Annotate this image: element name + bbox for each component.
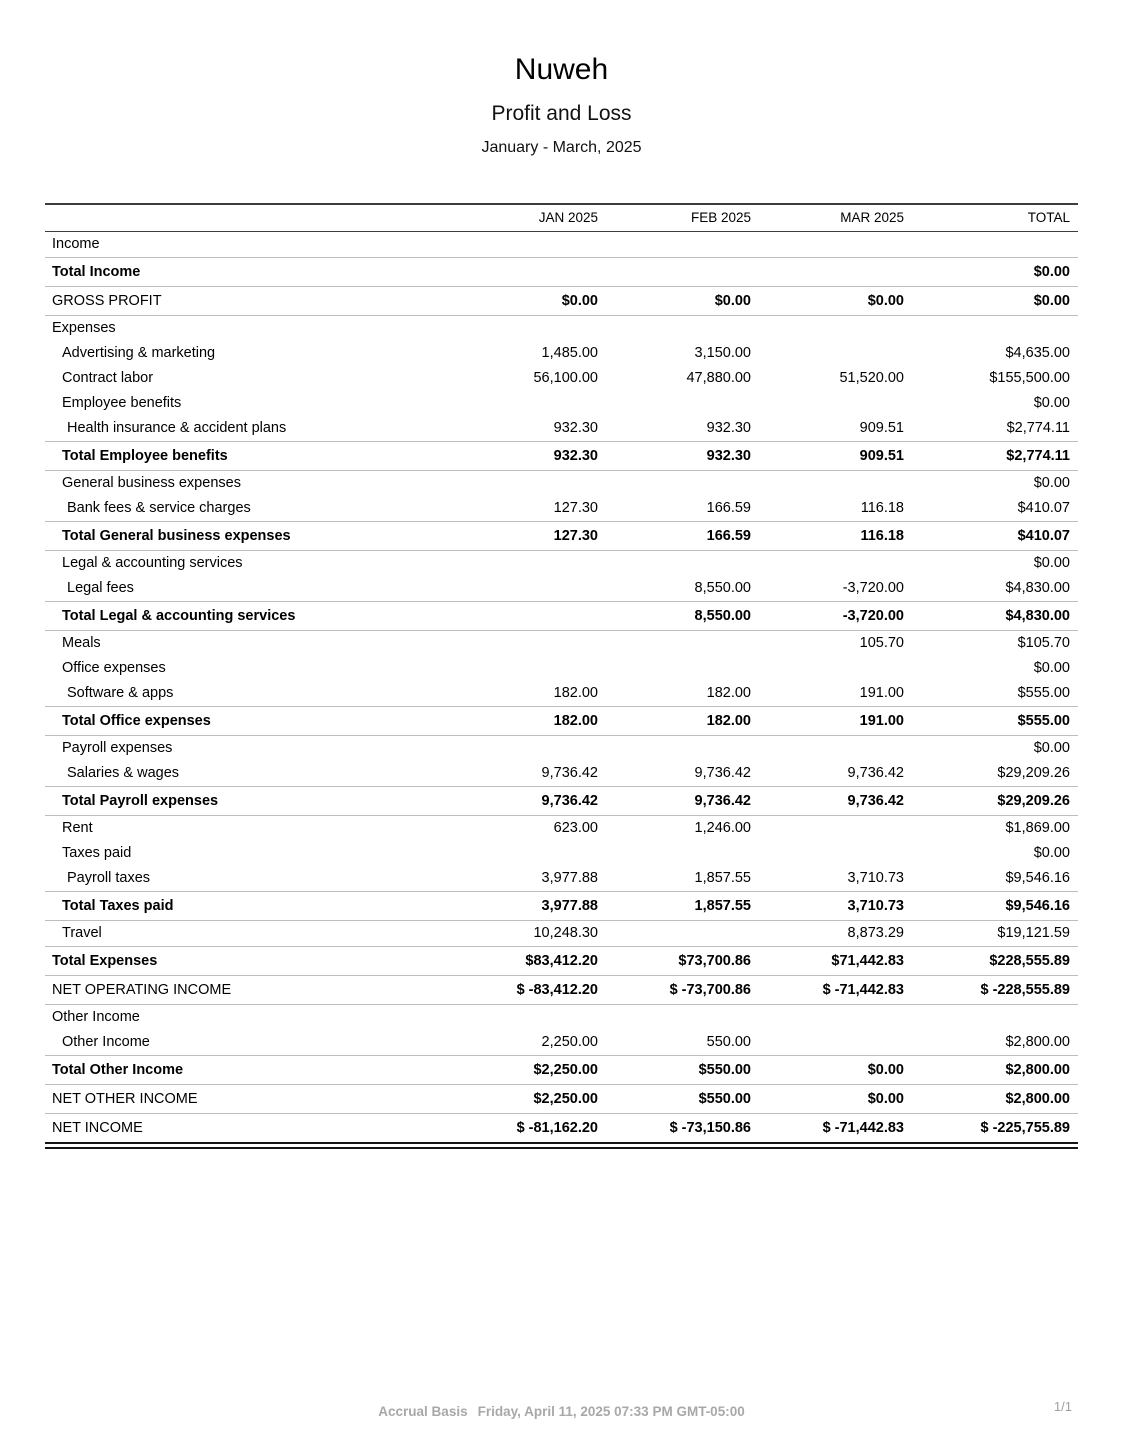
value-cell: 47,880.00	[686, 370, 751, 386]
column-header-row	[45, 204, 1078, 232]
value-cell	[440, 258, 598, 287]
value-cell	[598, 232, 751, 258]
table-row	[45, 232, 1078, 258]
value-cell: $ -73,700.86	[598, 976, 751, 1005]
value-cell: $0.00	[904, 287, 1078, 316]
row-label: Other Income	[62, 1034, 150, 1050]
table-row	[45, 681, 1078, 707]
value-cell: $73,700.86	[598, 947, 751, 976]
value-cell	[440, 316, 598, 342]
table-row	[45, 1085, 1078, 1114]
row-label: Legal & accounting services	[62, 555, 243, 571]
value-cell: $2,250.00	[440, 1085, 598, 1114]
value-cell	[440, 841, 598, 866]
value-cell: $ -228,555.89	[904, 976, 1078, 1005]
bottom-double-rule	[45, 1142, 1078, 1149]
row-label: Total Taxes paid	[45, 892, 440, 921]
value-cell: 8,550.00	[694, 580, 751, 596]
value-cell: $0.00	[1033, 475, 1070, 491]
value-cell	[598, 391, 751, 416]
value-cell: $29,209.26	[904, 787, 1078, 816]
value-cell	[598, 1005, 751, 1031]
value-cell	[440, 551, 598, 577]
table-row	[45, 1005, 1078, 1031]
row-label: Employee benefits	[62, 395, 182, 411]
row-label: Taxes paid	[62, 845, 132, 861]
value-cell	[751, 816, 904, 842]
value-cell: 1,857.55	[694, 870, 751, 886]
table-row	[45, 602, 1078, 631]
value-cell: $9,546.16	[904, 892, 1078, 921]
page-number: 1/1	[1053, 1399, 1072, 1414]
value-cell: $0.00	[751, 1056, 904, 1085]
value-cell: 182.00	[706, 685, 751, 701]
value-cell	[904, 316, 1078, 342]
value-cell	[751, 841, 904, 866]
value-cell: $410.07	[1017, 500, 1070, 516]
table-row	[45, 442, 1078, 471]
value-cell: 116.18	[860, 500, 904, 516]
value-cell: $0.00	[1033, 555, 1070, 571]
value-cell	[904, 232, 1078, 258]
row-label: General business expenses	[62, 475, 241, 491]
value-cell	[440, 232, 598, 258]
value-cell	[440, 471, 598, 497]
value-cell: 9,736.42	[541, 765, 598, 781]
value-cell: 3,977.88	[440, 892, 598, 921]
value-cell	[440, 656, 598, 681]
value-cell	[751, 232, 904, 258]
value-cell: 8,550.00	[598, 602, 751, 631]
value-cell: $1,869.00	[1005, 820, 1070, 836]
value-cell	[751, 1005, 904, 1031]
row-label: Other Income	[52, 1009, 140, 1025]
table-row	[45, 921, 1078, 947]
value-cell	[598, 258, 751, 287]
value-cell: 166.59	[598, 522, 751, 551]
value-cell: $4,635.00	[1005, 345, 1070, 361]
table-row	[45, 736, 1078, 762]
value-cell: $0.00	[598, 287, 751, 316]
value-cell	[598, 551, 751, 577]
column-header: TOTAL	[1027, 210, 1070, 225]
value-cell: $2,800.00	[1005, 1034, 1070, 1050]
value-cell: 3,710.73	[751, 892, 904, 921]
value-cell: 127.30	[440, 522, 598, 551]
table-row	[45, 892, 1078, 921]
table-row	[45, 341, 1078, 366]
report-datetime: Friday, April 11, 2025 07:33 PM GMT-05:00	[477, 1404, 745, 1419]
value-cell: 3,150.00	[694, 345, 751, 361]
value-cell: 9,736.42	[751, 787, 904, 816]
value-cell: $ -81,162.20	[440, 1114, 598, 1143]
value-cell: $410.07	[904, 522, 1078, 551]
table-row	[45, 416, 1078, 442]
row-label: Contract labor	[62, 370, 154, 386]
row-label: NET OTHER INCOME	[45, 1085, 440, 1114]
value-cell	[751, 736, 904, 762]
value-cell: 9,736.42	[598, 787, 751, 816]
row-label: Total Payroll expenses	[45, 787, 440, 816]
value-cell: $19,121.59	[997, 925, 1070, 941]
value-cell: $2,774.11	[904, 442, 1078, 471]
value-cell: $ -83,412.20	[440, 976, 598, 1005]
value-cell: 932.30	[598, 442, 751, 471]
value-cell: $4,830.00	[1005, 580, 1070, 596]
value-cell: 105.70	[859, 635, 904, 651]
value-cell	[598, 656, 751, 681]
value-cell: $550.00	[598, 1085, 751, 1114]
row-label: NET OPERATING INCOME	[45, 976, 440, 1005]
table-row	[45, 761, 1078, 787]
value-cell: 182.00	[440, 707, 598, 736]
value-cell: 932.30	[440, 442, 598, 471]
value-cell: $0.00	[1033, 395, 1070, 411]
value-cell: $ -71,442.83	[751, 976, 904, 1005]
table-row	[45, 391, 1078, 416]
row-label: Total Employee benefits	[45, 442, 440, 471]
row-label: Salaries & wages	[67, 765, 180, 781]
value-cell: 51,520.00	[839, 370, 904, 386]
table-row	[45, 366, 1078, 391]
row-label: Expenses	[52, 320, 116, 336]
value-cell: $0.00	[751, 1085, 904, 1114]
row-label: GROSS PROFIT	[45, 287, 440, 316]
value-cell	[440, 391, 598, 416]
value-cell	[751, 656, 904, 681]
value-cell: $0.00	[1033, 740, 1070, 756]
value-cell: 3,977.88	[541, 870, 598, 886]
value-cell	[440, 602, 598, 631]
table-row	[45, 787, 1078, 816]
row-label: Health insurance & accident plans	[67, 420, 287, 436]
value-cell: 623.00	[553, 820, 598, 836]
value-cell	[904, 1005, 1078, 1031]
value-cell: 932.30	[706, 420, 751, 436]
value-cell	[751, 258, 904, 287]
row-label: Advertising & marketing	[62, 345, 216, 361]
value-cell: 56,100.00	[533, 370, 598, 386]
row-label: Bank fees & service charges	[67, 500, 251, 516]
table-row	[45, 316, 1078, 342]
table-row	[45, 576, 1078, 602]
table-row	[45, 656, 1078, 681]
value-cell: $0.00	[1033, 660, 1070, 676]
value-cell: $2,250.00	[440, 1056, 598, 1085]
row-label: Payroll taxes	[67, 870, 151, 886]
table-row	[45, 1056, 1078, 1085]
accounting-basis-label: Accrual Basis	[378, 1404, 468, 1419]
value-cell: 8,873.29	[847, 925, 904, 941]
value-cell: $0.00	[904, 258, 1078, 287]
value-cell: $2,800.00	[904, 1056, 1078, 1085]
row-label: Office expenses	[62, 660, 166, 676]
report-footer	[0, 1404, 1123, 1419]
value-cell	[440, 576, 598, 602]
value-cell	[598, 471, 751, 497]
value-cell	[440, 631, 598, 657]
value-cell: 10,248.30	[533, 925, 598, 941]
value-cell: $2,774.11	[1006, 420, 1070, 436]
value-cell: $0.00	[1033, 845, 1070, 861]
value-cell: 909.51	[751, 442, 904, 471]
value-cell: 182.00	[598, 707, 751, 736]
value-cell: $ -71,442.83	[751, 1114, 904, 1143]
row-label: Travel	[62, 925, 102, 941]
table-row	[45, 1030, 1078, 1056]
value-cell	[751, 316, 904, 342]
value-cell	[598, 316, 751, 342]
value-cell: 166.59	[706, 500, 751, 516]
value-cell: $4,830.00	[904, 602, 1078, 631]
row-label: Total General business expenses	[45, 522, 440, 551]
row-label: Total Office expenses	[45, 707, 440, 736]
value-cell: $550.00	[598, 1056, 751, 1085]
row-label: Total Legal & accounting services	[45, 602, 440, 631]
value-cell: 9,736.42	[694, 765, 751, 781]
value-cell: 909.51	[859, 420, 904, 436]
report-title: Profit and Loss	[491, 102, 632, 125]
value-cell: -3,720.00	[842, 580, 904, 596]
value-cell	[751, 1030, 904, 1056]
value-cell	[751, 551, 904, 577]
table-row	[45, 258, 1078, 287]
value-cell: $83,412.20	[440, 947, 598, 976]
row-label: Payroll expenses	[62, 740, 173, 756]
value-cell: $ -73,150.86	[598, 1114, 751, 1143]
table-body	[45, 232, 1078, 1143]
table-row	[45, 522, 1078, 551]
value-cell: 191.00	[751, 707, 904, 736]
row-label: Meals	[62, 635, 101, 651]
value-cell: 182.00	[553, 685, 598, 701]
value-cell: $2,800.00	[904, 1085, 1078, 1114]
value-cell: 1,857.55	[598, 892, 751, 921]
table-row	[45, 496, 1078, 522]
value-cell: $9,546.16	[1005, 870, 1070, 886]
value-cell	[440, 1005, 598, 1031]
value-cell: $155,500.00	[989, 370, 1070, 386]
value-cell: $228,555.89	[904, 947, 1078, 976]
table-row	[45, 707, 1078, 736]
value-cell: 2,250.00	[541, 1034, 598, 1050]
value-cell: 9,736.42	[440, 787, 598, 816]
value-cell	[751, 471, 904, 497]
report-table-container	[45, 203, 1078, 1149]
column-header: JAN 2025	[538, 210, 598, 225]
value-cell	[440, 736, 598, 762]
column-header	[45, 204, 440, 232]
value-cell: 191.00	[859, 685, 904, 701]
table-head	[45, 204, 1078, 232]
value-cell	[598, 736, 751, 762]
row-label: Total Income	[45, 258, 440, 287]
row-label: Total Expenses	[45, 947, 440, 976]
report-period: January - March, 2025	[481, 139, 642, 156]
row-label: Income	[52, 236, 100, 252]
column-header: MAR 2025	[840, 210, 904, 225]
row-label: NET INCOME	[45, 1114, 440, 1143]
value-cell: 1,485.00	[541, 345, 598, 361]
row-label: Total Other Income	[45, 1056, 440, 1085]
table-row	[45, 841, 1078, 866]
value-cell	[598, 921, 751, 947]
value-cell: 550.00	[706, 1034, 751, 1050]
value-cell: $555.00	[1017, 685, 1070, 701]
table-row	[45, 1114, 1078, 1143]
value-cell: 127.30	[553, 500, 598, 516]
company-name: Nuweh	[514, 53, 609, 86]
table-row	[45, 551, 1078, 577]
row-label: Legal fees	[67, 580, 134, 596]
value-cell	[751, 391, 904, 416]
value-cell: 116.18	[751, 522, 904, 551]
table-row	[45, 947, 1078, 976]
column-header: FEB 2025	[690, 210, 751, 225]
value-cell: $ -225,755.89	[904, 1114, 1078, 1143]
value-cell: $71,442.83	[751, 947, 904, 976]
value-cell: $0.00	[440, 287, 598, 316]
value-cell	[751, 341, 904, 366]
value-cell: $105.70	[1017, 635, 1070, 651]
table-row	[45, 631, 1078, 657]
row-label: Software & apps	[67, 685, 174, 701]
value-cell: $0.00	[751, 287, 904, 316]
table-row	[45, 976, 1078, 1005]
value-cell: $29,209.26	[997, 765, 1070, 781]
table-row	[45, 287, 1078, 316]
value-cell: 932.30	[553, 420, 598, 436]
value-cell: 9,736.42	[847, 765, 904, 781]
value-cell: $555.00	[904, 707, 1078, 736]
value-cell: -3,720.00	[751, 602, 904, 631]
value-cell	[598, 631, 751, 657]
table-row	[45, 816, 1078, 842]
table-row	[45, 866, 1078, 892]
value-cell: 3,710.73	[847, 870, 904, 886]
table-row	[45, 471, 1078, 497]
row-label: Rent	[62, 820, 93, 836]
value-cell: 1,246.00	[694, 820, 751, 836]
value-cell	[598, 841, 751, 866]
profit-loss-table	[45, 203, 1078, 1142]
